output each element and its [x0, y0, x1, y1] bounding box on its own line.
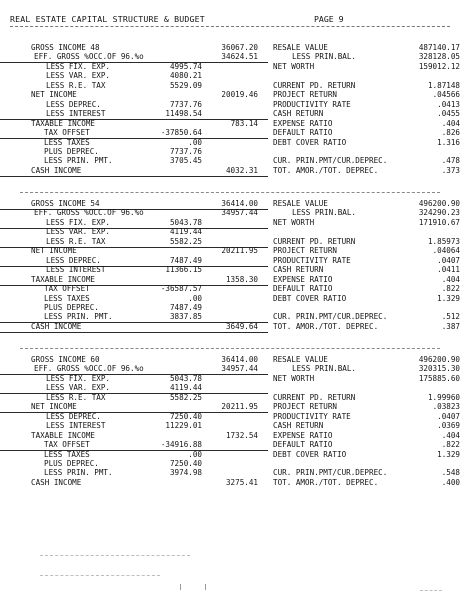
ratio-value: 1.329: [437, 293, 460, 303]
ratio-value: 324290.23: [418, 208, 460, 218]
ratio-label: EXPENSE RATIO: [273, 274, 333, 284]
line-label: NET INCOME: [31, 246, 77, 256]
ledger-row: [0, 72, 460, 81]
ledger-row: [0, 91, 460, 100]
ratio-value: .0407: [437, 411, 460, 421]
line-label: EFF. GROSS %OCC.OF 96.%o: [34, 52, 144, 62]
line-label: LESS DEPREC.: [46, 99, 101, 109]
ratio-value: .0411: [437, 265, 460, 275]
line-label: LESS TAXES: [44, 449, 90, 459]
line-amount: 5043.78: [169, 373, 202, 383]
line-label: LESS VAR. EXP.: [46, 71, 111, 81]
ratio-label: LESS PRIN.BAL.: [292, 52, 357, 62]
ratio-value: 1.85973: [427, 236, 460, 246]
ratio-value: 175885.60: [418, 373, 460, 383]
line-amount: 7737.76: [169, 146, 202, 156]
ratio-label: TOT. AMOR./TOT. DEPREC.: [273, 165, 379, 175]
line-total: 36414.00: [221, 355, 258, 364]
ratio-value: 320315.30: [418, 364, 460, 374]
block-separator: [20, 348, 440, 349]
line-label: LESS VAR. EXP.: [46, 383, 111, 393]
line-amount: 7250.40: [169, 411, 202, 421]
line-amount: .00: [188, 449, 202, 459]
ratio-value: 1.329: [437, 449, 460, 459]
line-label: LESS INTEREST: [46, 421, 106, 431]
bottom-rule-left-2: [40, 575, 160, 576]
line-label: LESS INTEREST: [46, 109, 106, 119]
ratio-label: CURRENT PD. RETURN: [273, 392, 356, 402]
line-label: LESS INTEREST: [46, 265, 106, 275]
line-amount: -37850.64: [160, 128, 202, 138]
ratio-value: 171910.67: [418, 217, 460, 227]
line-amount: 7250.40: [169, 458, 202, 468]
line-label: LESS R.E. TAX: [46, 80, 106, 90]
page-number: PAGE 9: [314, 14, 344, 24]
ratio-label: CASH RETURN: [273, 265, 324, 275]
ratio-label: NET WORTH: [273, 373, 315, 383]
bottom-rule-right: [420, 590, 442, 591]
line-amount: 4080.21: [169, 71, 202, 81]
ratio-label: LESS PRIN.BAL.: [292, 208, 357, 218]
ratio-label: LESS PRIN.BAL.: [292, 364, 357, 374]
line-total: 4032.31: [225, 165, 258, 175]
line-amount: 3837.85: [169, 312, 202, 322]
line-total: 34957.44: [221, 364, 258, 374]
line-total: 783.14: [230, 118, 258, 128]
line-amount: 5529.09: [169, 80, 202, 90]
line-amount: -36587.57: [160, 284, 202, 294]
ratio-value: .04566: [432, 90, 460, 100]
margin-tick: [205, 584, 206, 590]
ratio-label: DEFAULT RATIO: [273, 284, 333, 294]
ratio-value: .512: [441, 312, 460, 322]
ratio-label: CUR. PRIN.PMT/CUR.DEPREC.: [273, 468, 388, 478]
line-label: CASH INCOME: [31, 477, 82, 487]
line-total: 36067.20: [221, 43, 258, 52]
line-amount: 7737.76: [169, 99, 202, 109]
line-label: TAXABLE INCOME: [31, 118, 96, 128]
ratio-label: CUR. PRIN.PMT/CUR.DEPREC.: [273, 156, 388, 166]
ratio-label: DEFAULT RATIO: [273, 128, 333, 138]
line-label: LESS TAXES: [44, 293, 90, 303]
ratio-value: .0369: [437, 421, 460, 431]
line-label: PLUS DEPREC.: [44, 146, 99, 156]
ratio-value: 496200.90: [418, 355, 460, 364]
ratio-label: NET WORTH: [273, 217, 315, 227]
ratio-label: DEBT COVER RATIO: [273, 137, 347, 147]
ratio-value: .387: [441, 321, 460, 331]
line-total: 3649.64: [225, 321, 258, 331]
ratio-label: NET WORTH: [273, 61, 315, 71]
ratio-label: DEBT COVER RATIO: [273, 293, 347, 303]
line-label: CASH INCOME: [31, 321, 82, 331]
ledger-row: [0, 321, 460, 333]
line-label: LESS FIX. EXP.: [46, 373, 111, 383]
line-amount: 11229.01: [165, 421, 202, 431]
ratio-value: .0407: [437, 255, 460, 265]
line-amount: .00: [188, 137, 202, 147]
line-amount: 4119.44: [169, 383, 202, 393]
line-label: LESS PRIN. PMT.: [44, 156, 113, 166]
ratio-label: RESALE VALUE: [273, 199, 328, 208]
block-separator: [20, 192, 440, 193]
line-total: 1358.30: [225, 274, 258, 284]
ratio-label: DEFAULT RATIO: [273, 440, 333, 450]
line-amount: 5582.25: [169, 392, 202, 402]
line-total: 3275.41: [225, 477, 258, 487]
ratio-value: .826: [441, 128, 460, 138]
line-amount: 4119.44: [169, 227, 202, 237]
line-amount: 11498.54: [165, 109, 202, 119]
bottom-rule-left: [40, 555, 190, 556]
ledger-row: [0, 266, 460, 275]
ratio-value: 496200.90: [418, 199, 460, 208]
ratio-label: PROJECT RETURN: [273, 90, 338, 100]
ratio-value: .373: [441, 165, 460, 175]
line-label: GROSS INCOME 48: [31, 43, 100, 52]
ratio-value: 328128.05: [418, 52, 460, 62]
line-label: EFF. GROSS %OCC.OF 96.%o: [34, 364, 144, 374]
ratio-value: .548: [441, 468, 460, 478]
line-amount: 3974.98: [169, 468, 202, 478]
line-label: GROSS INCOME 60: [31, 355, 100, 364]
line-label: LESS PRIN. PMT.: [44, 468, 113, 478]
ratio-label: CUR. PRIN.PMT/CUR.DEPREC.: [273, 312, 388, 322]
ratio-label: PROJECT RETURN: [273, 402, 338, 412]
line-amount: 11366.15: [165, 265, 202, 275]
ledger-row: [0, 285, 460, 294]
ratio-value: .04064: [432, 246, 460, 256]
line-total: 20019.46: [221, 90, 258, 100]
line-label: LESS R.E. TAX: [46, 236, 106, 246]
ratio-label: RESALE VALUE: [273, 355, 328, 364]
ratio-label: EXPENSE RATIO: [273, 118, 333, 128]
line-label: LESS FIX. EXP.: [46, 217, 111, 227]
ratio-value: .404: [441, 274, 460, 284]
line-label: CASH INCOME: [31, 165, 82, 175]
ratio-value: .0413: [437, 99, 460, 109]
line-total: 34957.44: [221, 208, 258, 218]
line-label: TAXABLE INCOME: [31, 430, 96, 440]
ratio-value: .822: [441, 440, 460, 450]
ratio-label: CASH RETURN: [273, 109, 324, 119]
ratio-value: 1.87148: [427, 80, 460, 90]
ledger-row: [0, 228, 460, 237]
ratio-label: TOT. AMOR./TOT. DEPREC.: [273, 477, 379, 487]
line-label: LESS TAXES: [44, 137, 90, 147]
ratio-value: .400: [441, 477, 460, 487]
line-total: 20211.95: [221, 246, 258, 256]
ratio-value: 487140.17: [418, 43, 460, 52]
ratio-label: PRODUCTIVITY RATE: [273, 255, 351, 265]
report-title: REAL ESTATE CAPITAL STRUCTURE & BUDGET: [10, 14, 205, 24]
ledger-row: [0, 247, 460, 256]
ratio-label: PROJECT RETURN: [273, 246, 338, 256]
ratio-value: .0455: [437, 109, 460, 119]
ledger-row: [0, 422, 460, 431]
ratio-value: .404: [441, 118, 460, 128]
ratio-value: .03823: [432, 402, 460, 412]
line-amount: 5582.25: [169, 236, 202, 246]
ratio-label: CURRENT PD. RETURN: [273, 80, 356, 90]
ratio-value: .822: [441, 284, 460, 294]
line-label: LESS FIX. EXP.: [46, 61, 111, 71]
margin-tick: [180, 584, 181, 590]
line-label: GROSS INCOME 54: [31, 199, 100, 208]
ratio-value: 1.316: [437, 137, 460, 147]
ratio-label: TOT. AMOR./TOT. DEPREC.: [273, 321, 379, 331]
ratio-label: CASH RETURN: [273, 421, 324, 431]
ratio-value: 159012.12: [418, 61, 460, 71]
line-amount: 5043.78: [169, 217, 202, 227]
line-label: TAX OFFSET: [44, 128, 90, 138]
line-total: 36414.00: [221, 199, 258, 208]
line-amount: -34916.88: [160, 440, 202, 450]
line-amount: .00: [188, 293, 202, 303]
line-label: NET INCOME: [31, 90, 77, 100]
line-total: 1732.54: [225, 430, 258, 440]
line-label: LESS PRIN. PMT.: [44, 312, 113, 322]
line-total: 34624.51: [221, 52, 258, 62]
ratio-label: EXPENSE RATIO: [273, 430, 333, 440]
ratio-label: CURRENT PD. RETURN: [273, 236, 356, 246]
ratio-value: 1.99960: [427, 392, 460, 402]
ratio-value: .478: [441, 156, 460, 166]
line-label: LESS VAR. EXP.: [46, 227, 111, 237]
ledger-row: [0, 165, 460, 177]
line-label: TAXABLE INCOME: [31, 274, 96, 284]
line-label: LESS R.E. TAX: [46, 392, 106, 402]
line-label: TAX OFFSET: [44, 440, 90, 450]
line-label: NET INCOME: [31, 402, 77, 412]
line-label: PLUS DEPREC.: [44, 458, 99, 468]
ratio-label: PRODUCTIVITY RATE: [273, 411, 351, 421]
ratio-value: .404: [441, 430, 460, 440]
ledger-row: [0, 479, 460, 488]
line-amount: 7487.49: [169, 255, 202, 265]
ratio-label: DEBT COVER RATIO: [273, 449, 347, 459]
ratio-label: RESALE VALUE: [273, 43, 328, 52]
ratio-label: PRODUCTIVITY RATE: [273, 99, 351, 109]
line-total: 20211.95: [221, 402, 258, 412]
line-label: PLUS DEPREC.: [44, 302, 99, 312]
line-label: LESS DEPREC.: [46, 411, 101, 421]
line-amount: 4995.74: [169, 61, 202, 71]
header-rule: [10, 26, 450, 27]
line-amount: 3705.45: [169, 156, 202, 166]
line-label: LESS DEPREC.: [46, 255, 101, 265]
line-amount: 7487.49: [169, 302, 202, 312]
line-label: TAX OFFSET: [44, 284, 90, 294]
line-label: EFF. GROSS %OCC.OF 96.%o: [34, 208, 144, 218]
